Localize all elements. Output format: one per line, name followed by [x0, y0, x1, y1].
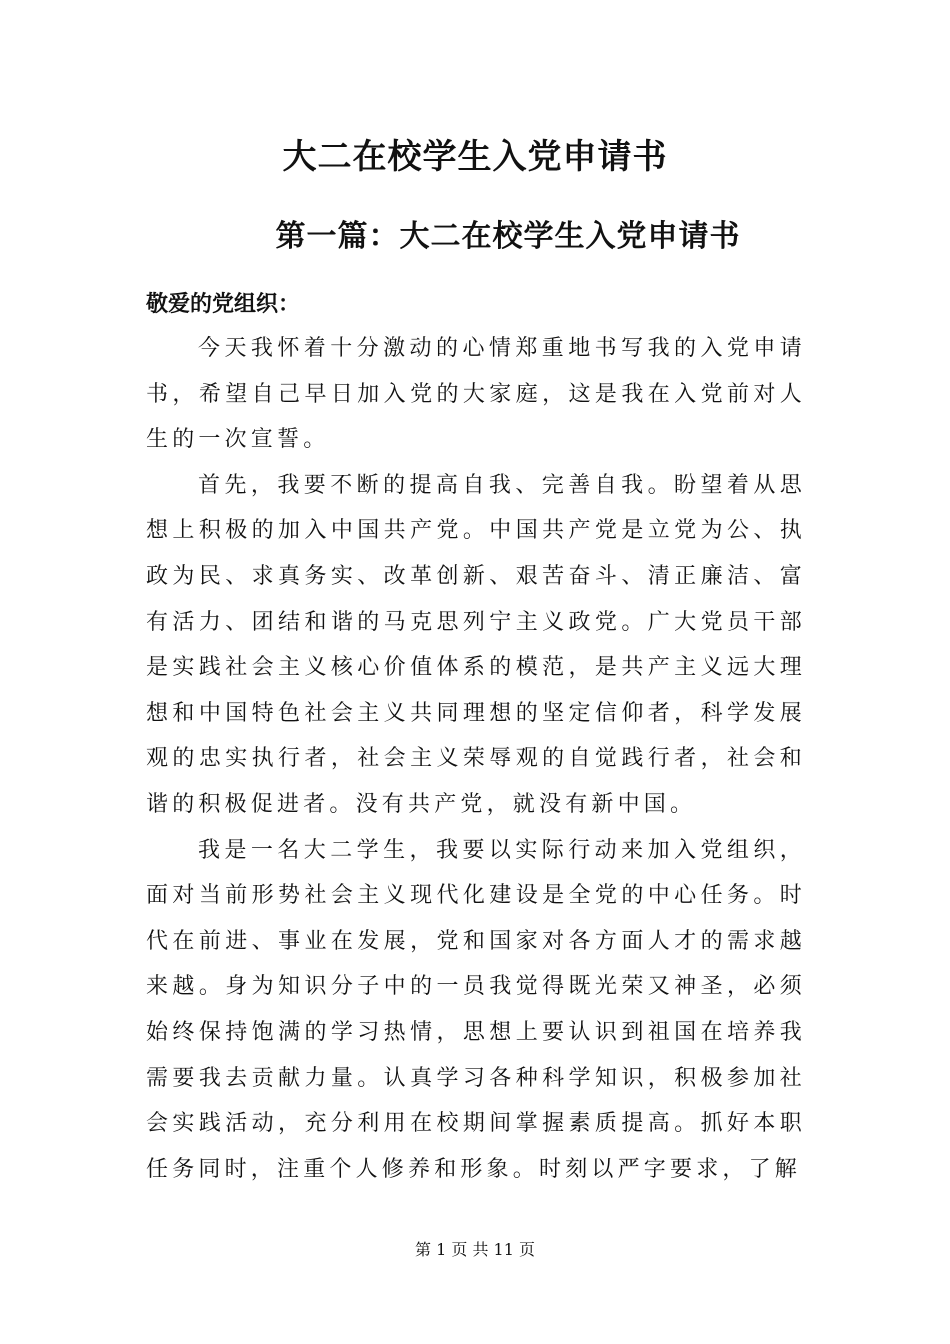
document-title: 大二在校学生入党申请书 — [282, 137, 668, 177]
salutation: 敬爱的党组织： — [146, 291, 301, 317]
letter-body — [146, 326, 806, 1192]
page-footer: 第 1 页 共 11 页 — [415, 1240, 535, 1259]
paragraph: 我是一名大二学生，我要以实际行动来加入党组织，面对当前形势社会主义现代化建设是全党的中心任务。时代在前进、事业在发展，党和国家对各方面人才的需求越来越。身为知识分子中的一员我觉得既光荣又神圣，必须始终保持饱满的学习热情，思想上要认识到祖国在培养我需要我去贡献力量。认真学习各种科学知识，积极参加社会实践活动，充分利用在校期间掌握素质提高。抓好本职任务同时，注重个人修养和形象。时刻以严字要求，了解 — [146, 837, 806, 1182]
document-subtitle: 第一篇：大二在校学生入党申请书 — [275, 219, 741, 254]
paragraph: 今天我怀着十分激动的心情郑重地书写我的入党申请书，希望自己早日加入党的大家庭，这是我在入党前对人生的一次宣誓。 — [146, 336, 806, 453]
paragraph: 首先，我要不断的提高自我、完善自我。盼望着从思想上积极的加入中国共产党。中国共产党是立党为公、执政为民、求真务实、改革创新、艰苦奋斗、清正廉洁、富有活力、团结和谐的马克思列宁主义政党。广大党员干部是实践社会主义核心价值体系的模范，是共产主义远大理想和中国特色社会主义共同理想的坚定信仰者，科学发展观的忠实执行者，社会主义荣辱观的自觉践行者，社会和谐的积极促进者。没有共产党，就没有新中国。 — [146, 472, 806, 817]
